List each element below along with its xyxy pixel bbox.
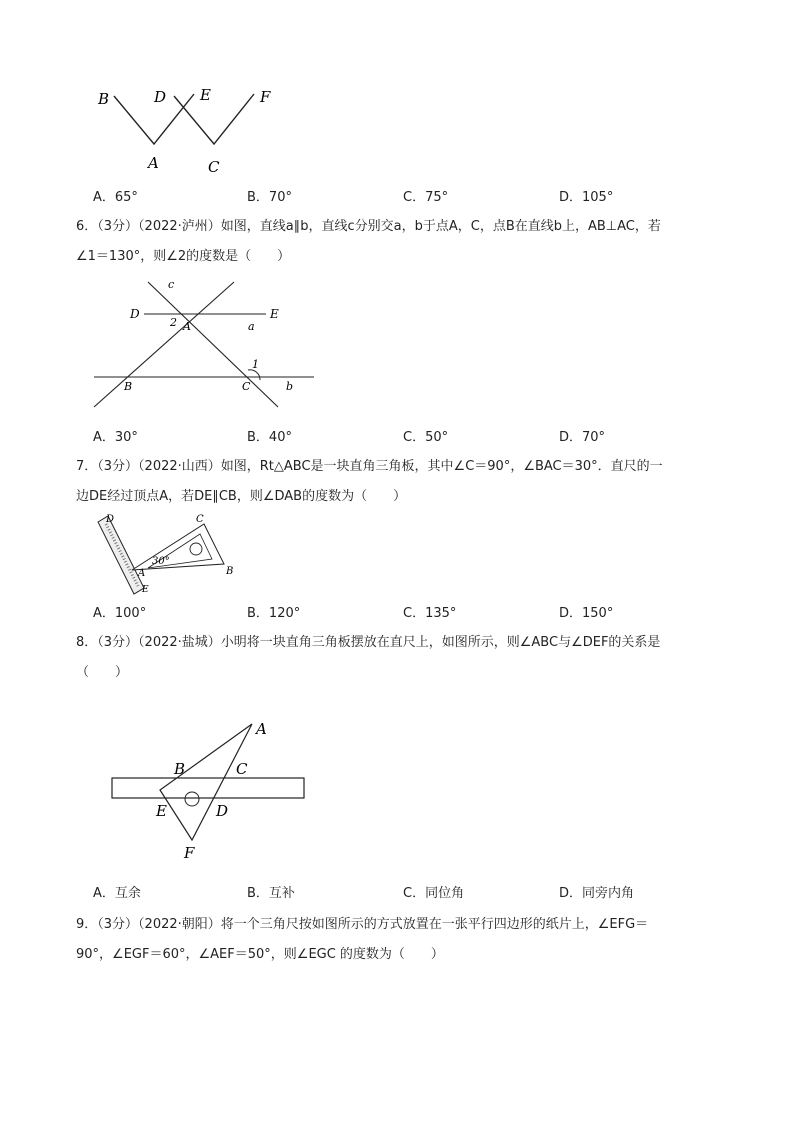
q8-option-b[interactable]: B．互补 <box>247 886 295 901</box>
q5-option-b[interactable]: B．70° <box>247 190 292 205</box>
question-6 <box>76 212 718 272</box>
fig7-label-B: B <box>226 566 234 577</box>
q8-text-line2: （ ） <box>76 665 129 680</box>
q6-text-line2: ∠1＝130°，则∠2的度数是（ ） <box>76 249 291 264</box>
fig6-label-a: a <box>248 320 255 333</box>
question-9 <box>76 910 718 970</box>
q6-option-c[interactable]: C．50° <box>403 430 449 445</box>
q7-option-a[interactable]: A．100° <box>93 606 147 621</box>
fig7-label-A: A <box>138 568 146 579</box>
q8-option-a[interactable]: A．互余 <box>93 886 141 901</box>
fig8-label-D: D <box>216 802 229 820</box>
q9-text-line1: 9．（3分）（2022·朝阳）将一个三角尺按如图所示的方式放置在一张平行四边形的纸片上，∠EFG＝ <box>76 917 649 932</box>
q5-option-d[interactable]: D．105° <box>559 190 614 205</box>
fig6-label-b: b <box>286 380 294 393</box>
fig8-label-A: A <box>256 720 267 738</box>
fig5-label-E: E <box>200 86 211 104</box>
fig6-angle-1-arc <box>248 370 260 380</box>
q6-text-line1: 6．（3分）（2022·泸州）如图，直线a∥b，直线c分别交a，b于点A，C，点B在直线b上，AB⊥AC，若 <box>76 219 661 234</box>
figure-q6 <box>88 274 328 416</box>
fig6-label-A: A <box>183 320 191 333</box>
fig6-label-E: E <box>270 307 279 321</box>
fig7-label-C: C <box>196 514 204 525</box>
fig6-label-c: c <box>168 278 175 291</box>
figure-q7 <box>96 512 246 598</box>
q6-option-a[interactable]: A．30° <box>93 430 138 445</box>
question-7 <box>76 452 718 512</box>
fig5-label-F: F <box>260 88 271 106</box>
q6-option-d[interactable]: D．70° <box>559 430 606 445</box>
q7-option-c[interactable]: C．135° <box>403 606 457 621</box>
q5-option-c[interactable]: C．75° <box>403 190 449 205</box>
q6-option-b[interactable]: B．40° <box>247 430 292 445</box>
q7-text-line2: 边DE经过顶点A，若DE∥CB，则∠DAB的度数为（ ） <box>76 489 407 504</box>
fig7-label-E: E <box>142 585 149 595</box>
q7-text-line1: 7．（3分）（2022·山西）如图，Rt△ABC是一块直角三角板，其中∠C＝90°，∠BAC＝30°．直尺的一 <box>76 459 663 474</box>
q7-option-d[interactable]: D．150° <box>559 606 614 621</box>
q5-option-a[interactable]: A．65° <box>93 190 138 205</box>
fig8-label-F: F <box>184 844 195 862</box>
q8-option-c[interactable]: C．同位角 <box>403 886 465 901</box>
question-8 <box>76 628 718 688</box>
fig6-label-D: D <box>130 307 140 321</box>
fig7-label-angle: 30° <box>152 556 170 567</box>
q8-option-d[interactable]: D．同旁内角 <box>559 886 635 901</box>
fig8-label-C: C <box>236 760 248 778</box>
figure-q5 <box>90 82 290 178</box>
fig5-label-D: D <box>154 88 167 106</box>
fig5-label-B: B <box>98 90 110 108</box>
fig8-ruler <box>112 778 304 798</box>
q7-option-b[interactable]: B．120° <box>247 606 301 621</box>
fig7-label-D: D <box>106 514 115 525</box>
q8-text-line1: 8．（3分）（2022·盐城）小明将一块直角三角板摆放在直尺上，如图所示，则∠ABC与∠DEF的关系是 <box>76 635 661 650</box>
figure-q8 <box>100 712 320 862</box>
fig8-label-E: E <box>156 802 167 820</box>
fig5-zigzag-right <box>174 94 254 144</box>
fig8-label-B: B <box>174 760 186 778</box>
q9-text-line2: 90°，∠EGF＝60°，∠AEF＝50°，则∠EGC 的度数为（ ） <box>76 947 444 962</box>
fig6-label-C: C <box>242 380 251 393</box>
fig5-label-C: C <box>208 158 220 176</box>
fig6-label-B: B <box>124 380 133 393</box>
fig7-triangle <box>132 524 224 570</box>
fig6-label-1: 1 <box>252 358 259 371</box>
fig6-label-2: 2 <box>170 316 177 329</box>
fig5-label-A: A <box>148 154 159 172</box>
